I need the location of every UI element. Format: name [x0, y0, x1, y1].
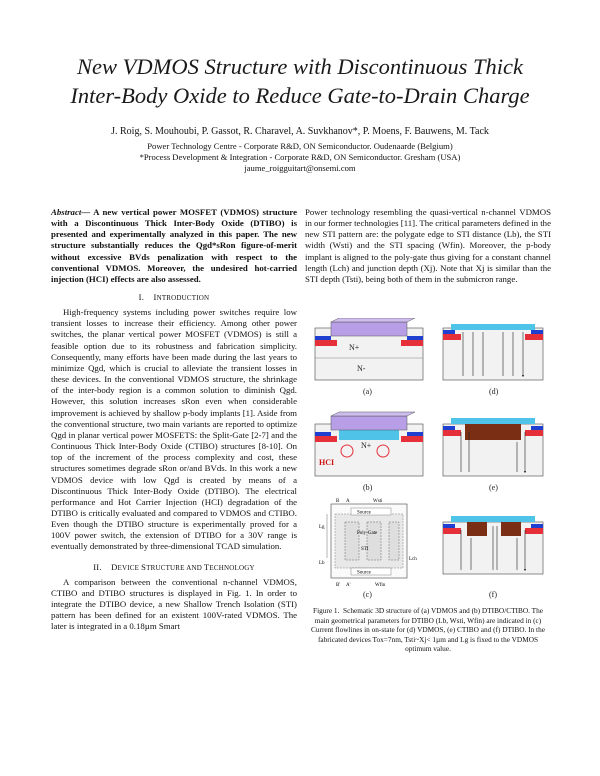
panel-e-ctibo-flow [443, 418, 543, 492]
affiliation-1: Power Technology Centre - Corporate R&D, ON Semiconductor. Oudenaarde (Belgium) [147, 141, 453, 151]
label-lch: Lch [409, 557, 417, 562]
panel-label-c: (c) [363, 590, 372, 599]
panel-label-e: (e) [489, 483, 498, 492]
author-email: jaume_roigguitart@onsemi.com [244, 163, 356, 174]
affiliation-2: *Process Development & Integration - Corporate R&D, ON Semiconductor. Gresham (USA) [139, 152, 461, 163]
caption-text: Schematic 3D structure of (a) VDMOS and (b) DTIBO/CTIBO. The main geometrical parameters for DTIBO (Lb, Wsti, Wfin) are indicated in (c) Current flowlines in on-state for (d) VDMOS, (e) CTIBO and (f) DTIBO. In the fabricated devices Tox=7nm, Tsti~Xj< 1µm and Lg is fixed to the VDMOS optimum value. [311, 606, 545, 654]
introduction-paragraph: High-frequency systems including power switches require low transient losses to increase their efficiency. Among other power switches, the planar vertical power MOSFET (VDMOS) is still a feasible option due to its robustness and fabrication simplicity. Consequently, many efforts have been made during the last years to minimize Qgd, which is crucial to alleviate the transient losses in these devices. In the conventional VDMOS structure, the shrinkage of the inter-body region is a common solution to diminish Qgd. However, this solution increases sRon even when considerable improvement is achieved by shallow p-body implants [1]. Aside from the conventional structure, two main variants are reported to optimize Qgd in planar vertical power MOSFETS: the Split-Gate [2-7] and the Continuous Thick Inter-Body Oxide (CTIBO) structures [8-10]. On top of the increment of the process complexity and cost, these structures sometimes degrade sRon or/and BVds. In this work a new VDMOS device with low Qgd is created by means of a Discontinuous Thick Inter-Body Oxide (DTIBO). The electrical performance and Hot Carrier Injection (HCI) degradation of the DTIBO is critically evaluated and compared to VDMOS and CTIBO. Even though the DTIBO structure is experimentally proved for a 100V power switch, the extension of DTIBO for a 30V range is eventually demonstrated by three-dimensional TCAD simulation. [51, 307, 297, 552]
label-source-top: Source [357, 510, 371, 516]
label-lg: Lg [319, 525, 325, 530]
label-aprime: A' [346, 583, 351, 588]
abstract-label: Abstract [51, 207, 82, 217]
panel-label-b: (b) [363, 483, 373, 492]
paper-title [30, 52, 570, 110]
label-nplus-a: N+ [349, 343, 360, 352]
label-nplus-b: N+ [361, 441, 372, 450]
label-hci: HCI [319, 458, 335, 467]
figure-caption [305, 606, 551, 654]
label-b: B [336, 499, 340, 504]
caption-figure-number: Figure 1. [313, 606, 340, 615]
label-nminus-a: N- [357, 364, 366, 373]
label-polygate: Poly-Gate [357, 531, 378, 536]
device-paragraph: A comparison between the conventional n-channel VDMOS, CTIBO and DTIBO structures is displayed in Fig. 1. In order to integrate the DTIBO device, a new Shallow Trench Isolation (STI) pattern has been defined for an existent 100V-rated VDMOS. The later is integrated in a 0.18µm Smart [51, 576, 297, 632]
label-source-bottom: Source [357, 570, 371, 576]
label-wfin: Wfin [375, 583, 386, 588]
label-a: A [346, 499, 350, 504]
abstract [51, 207, 297, 285]
panel-c-topview [319, 499, 417, 599]
panel-a-vdmos [315, 318, 423, 396]
panel-d-vdmos-flow [443, 324, 543, 396]
label-bprime: B' [336, 583, 341, 588]
section-heading-introduction: I. INTRODUCTION [138, 292, 210, 302]
panel-label-d: (d) [489, 387, 499, 396]
label-sti: STI [361, 547, 369, 552]
label-wsti: Wsti [373, 499, 383, 504]
affiliations [30, 141, 570, 175]
panel-f-dtibo-flow [443, 516, 543, 599]
figure-1 [305, 318, 551, 603]
panel-label-f: (f) [489, 590, 497, 599]
author-list: J. Roig, S. Mouhoubi, P. Gassot, R. Charavel, A. Suvkhanov*, P. Moens, F. Bauwens, M. Tack [111, 126, 489, 137]
title-line-1: New VDMOS Structure with Discontinuous Thick [76, 54, 523, 79]
panel-b-dtibo [315, 412, 423, 492]
panel-label-a: (a) [363, 387, 372, 396]
abstract-text: — A new vertical power MOSFET (VDMOS) structure with a Discontinuous Thick Inter-Body Oxide (DTIBO) is presented and experimentally analyzed in this paper. The new structure substantially reduces the Qgd*sRon figure-of-merit without excessive BVds penalization with respect to the conventional VDMOS. Moreover, the undesired hot-carried injection (HCI) effects are also assessed. [51, 207, 297, 284]
label-lb: Lb [319, 561, 325, 566]
section-heading-device: II. DEVICE STRUCTURE AND TECHNOLOGY [93, 561, 255, 572]
right-column-paragraph: Power technology resembling the quasi-vertical n-channel VDMOS in our former technologies [11]. The critical parameters defined in the new STI pattern are: the polygate edge to STI distance (Lb), the STI width (Wsti) and the STI spacing (Wfin). Moreover, the p-body implant is aligned to the poly-gate thus giving for a constant channel length (Lch) and junction depth (Xj). Note that Xj is similar than the STI depth (Tsti), being both of them in the submicron range. [305, 207, 551, 284]
section-introduction [51, 292, 297, 633]
title-line-2: Inter-Body Oxide to Reduce Gate-to-Drain Charge [70, 83, 530, 108]
